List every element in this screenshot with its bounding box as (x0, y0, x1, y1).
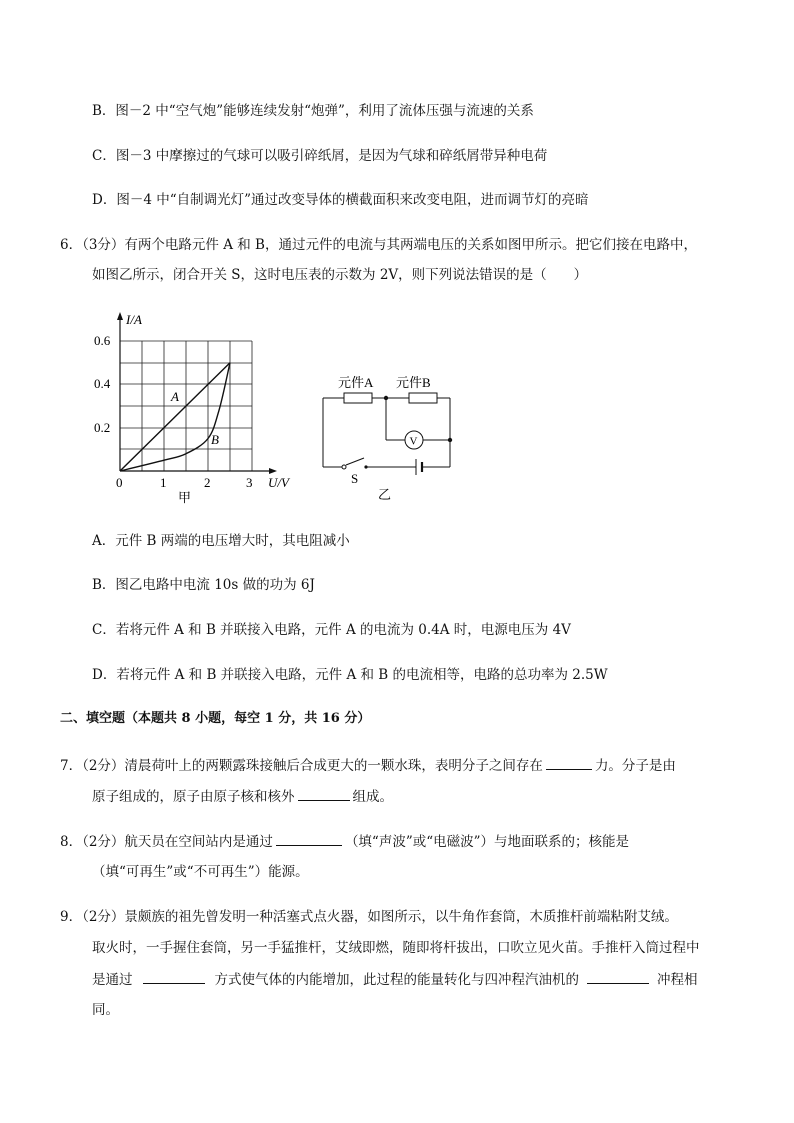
q7-text-1b: 力。分子是由 (594, 758, 676, 774)
q8-line1 (60, 832, 629, 851)
element-b-label: 元件B (396, 375, 431, 390)
q5-option-c: C．图－3 中摩擦过的气球可以吸引碎纸屑，是因为气球和碎纸屑带异种电荷 (92, 148, 548, 164)
curve-a-label: A (171, 389, 179, 404)
y-axis-label: I/A (126, 312, 142, 327)
q8-line2: （填“可再生”或“不可再生”）能源。 (92, 864, 309, 880)
q5-option-b: B．图－2 中“空气炮”能够连续发射“炮弹”，利用了流体压强与流速的关系 (92, 103, 534, 119)
q7-line2 (92, 787, 393, 806)
q6-option-a: A．元件 B 两端的电压增大时，其电阻减小 (92, 533, 350, 549)
q7-blank-2 (298, 787, 350, 801)
q9-line2: 取火时，一手握住套筒，另一手猛推杆，艾绒即燃，随即将杆拔出，口吹立见火苗。手推杆入筒过程中 (92, 940, 700, 956)
q6-option-c: C．若将元件 A 和 B 并联接入电路，元件 A 的电流为 0.4A 时，电源电压为 4V (92, 622, 571, 638)
circuit-wires (323, 398, 450, 467)
resistor-b (409, 393, 437, 403)
voltmeter-label: V (409, 435, 418, 448)
x-tick-0: 0 (116, 475, 123, 490)
q7-text-2a: 原子组成的，原子由原子核和核外 (92, 789, 295, 805)
q8-text-1b: （填“声波”或“电磁波”）与地面联系的；核能是 (344, 834, 630, 850)
q7-line1 (60, 756, 676, 775)
circuit-yi (318, 370, 468, 500)
q7-text-1a: 7．（2分）清晨荷叶上的两颗露珠接触后合成更大的一颗水珠，表明分子之间存在 (60, 758, 543, 774)
junction-dot (448, 438, 452, 442)
curve-a-line (120, 363, 230, 471)
switch-pivot (342, 465, 346, 469)
q9-text-3c: 冲程相 (657, 972, 698, 988)
switch-label: S (351, 471, 359, 486)
section-title: 二、填空题（本题共 8 小题，每空 1 分，共 16 分） (60, 711, 371, 726)
y-tick-0.4: 0.4 (94, 376, 111, 391)
q7-text-2b: 组成。 (352, 789, 393, 805)
q7-blank-1 (546, 756, 592, 770)
q9-text-3b: 方式使气体的内能增加，此过程的能量转化与四冲程汽油机的 (214, 972, 579, 988)
q9-line1: 9．（2分）景颇族的祖先曾发明一种活塞式点火器，如图所示，以牛角作套筒，木质推杆前端粘附艾绒。 (60, 909, 678, 925)
x-tick-1: 1 (160, 475, 167, 490)
graph-caption: 甲 (178, 490, 192, 505)
x-axis-label: U/V (268, 475, 289, 490)
curve-b-label: B (211, 432, 219, 447)
q8-text-1a: 8．（2分）航天员在空间站内是通过 (60, 834, 273, 850)
graph-jia (80, 306, 300, 506)
x-tick-2: 2 (204, 475, 211, 490)
q9-text-3a: 是通过 (92, 972, 133, 988)
element-a-label: 元件A (338, 375, 374, 390)
x-tick-3: 3 (246, 475, 253, 490)
q9-blank-2 (587, 970, 649, 984)
switch-contact (364, 465, 367, 468)
q8-blank-1 (276, 832, 342, 846)
circuit-caption: 乙 (378, 487, 392, 500)
y-tick-0.6: 0.6 (94, 333, 111, 348)
q5-option-d: D．图－4 中“自制调光灯”通过改变导体的横截面积来改变电阻，进而调节灯的亮暗 (92, 192, 589, 208)
q9-line4: 同。 (92, 1002, 119, 1018)
y-tick-0.2: 0.2 (94, 420, 111, 435)
q6-stem-line1: 6．（3分）有两个电路元件 A 和 B，通过元件的电流与其两端电压的关系如图甲所示。把它们接在电路中， (60, 237, 697, 253)
q6-option-d: D．若将元件 A 和 B 并联接入电路，元件 A 和 B 的电流相等，电路的总功率为 2.5W (92, 667, 608, 683)
q6-option-b: B．图乙电路中电流 10s 做的功为 6J (92, 577, 315, 593)
resistor-a (344, 393, 372, 403)
q9-blank-1 (143, 970, 205, 984)
junction-dot (384, 396, 388, 400)
q9-line3 (92, 970, 698, 989)
q6-stem-line2: 如图乙所示，闭合开关 S，这时电压表的示数为 2V，则下列说法错误的是（ ） (92, 267, 588, 283)
